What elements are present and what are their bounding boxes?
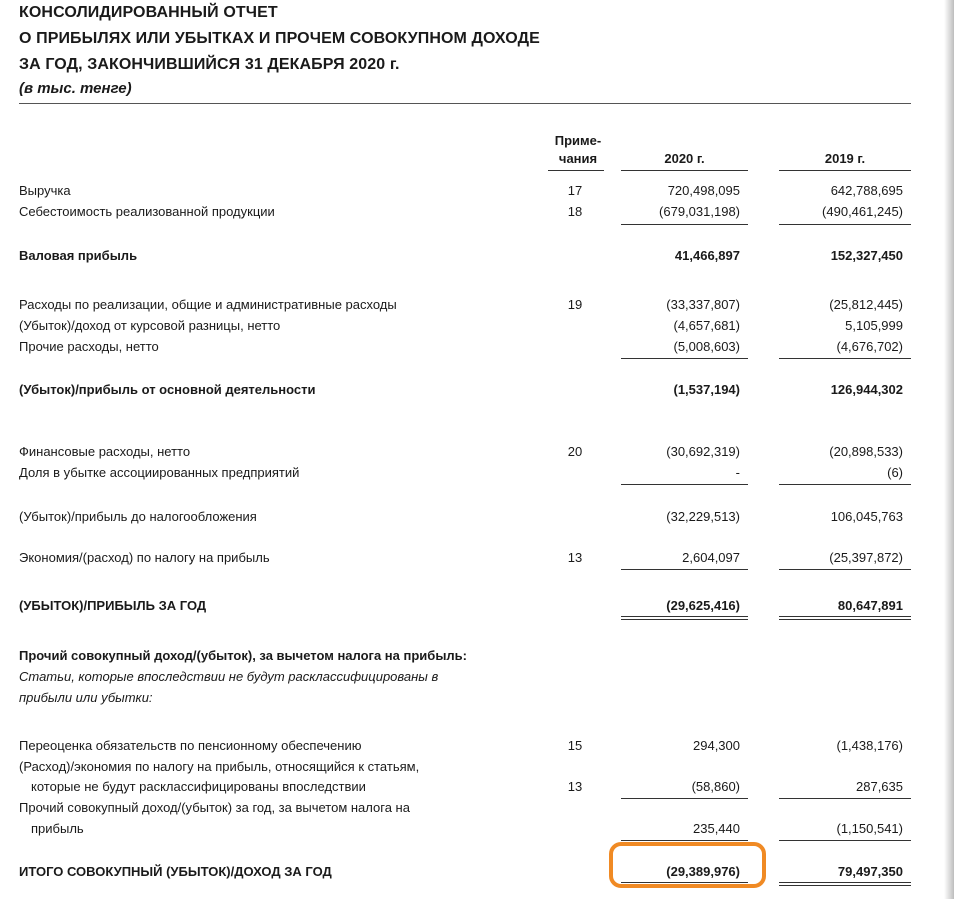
- row-value-2020-oci-total: 235,440: [693, 821, 740, 836]
- row-value-2020-income-tax: 2,604,097: [682, 550, 740, 565]
- oci-subheading-line-1: Статьи, которые впоследствии не будут расклассифицированы в: [19, 669, 439, 684]
- row-value-2020-fx: (4,657,681): [673, 318, 740, 333]
- column-header-2020: 2020 г.: [664, 151, 705, 166]
- row-label-net: (УБЫТОК)/ПРИБЫЛЬ ЗА ГОД: [19, 598, 207, 613]
- highlight-annotation: [609, 842, 766, 888]
- subtotal-rule-2019: [779, 840, 911, 841]
- row-label-cost-of-sales: Себестоимость реализованной продукции: [19, 204, 275, 219]
- subtotal-rule-2019: [779, 224, 911, 225]
- row-note-revenue: 17: [567, 183, 583, 198]
- row-value-2019-selling-admin: (25,812,445): [829, 297, 903, 312]
- row-note-cost-of-sales: 18: [567, 204, 583, 219]
- total-double-rule-2019: [779, 882, 911, 886]
- row-value-2019-fx: 5,105,999: [845, 318, 903, 333]
- row-label-pretax: (Убыток)/прибыль до налогообложения: [19, 509, 257, 524]
- units-note: (в тыс. тенге): [19, 80, 132, 97]
- row-value-2020-revenue: 720,498,095: [667, 183, 740, 198]
- row-value-2020-net: (29,625,416): [666, 598, 740, 613]
- total-double-rule-2019: [779, 616, 911, 620]
- row-note-selling-admin: 19: [567, 297, 583, 312]
- row-label-operating: (Убыток)/прибыль от основной деятельности: [19, 382, 316, 397]
- row-value-2019-net: 80,647,891: [837, 598, 903, 613]
- row-label-tax-oci-line-1: (Расход)/экономия по налогу на прибыль, относящийся к статьям,: [19, 759, 420, 774]
- statement-title-line-2: О ПРИБЫЛЯХ ИЛИ УБЫТКАХ И ПРОЧЕМ СОВОКУПНОМ ДОХОДЕ: [19, 30, 540, 47]
- row-label-gross-profit: Валовая прибыль: [19, 248, 138, 263]
- row-label-oci-total-line-1: Прочий совокупный доход/(убыток) за год, за вычетом налога на: [19, 800, 410, 815]
- row-value-2019-pretax: 106,045,763: [830, 509, 903, 524]
- row-value-2019-total-comprehensive: 79,497,350: [837, 864, 903, 879]
- notes-header-line-1: Приме-: [554, 133, 602, 148]
- subtotal-rule-2020: [621, 840, 748, 841]
- row-label-total-comprehensive: ИТОГО СОВОКУПНЫЙ (УБЫТОК)/ДОХОД ЗА ГОД: [19, 864, 332, 879]
- notes-header-line-2: чания: [558, 151, 598, 166]
- row-value-2020-selling-admin: (33,337,807): [666, 297, 740, 312]
- row-value-2019-associates: (6): [887, 465, 903, 480]
- statement-title-line-1: КОНСОЛИДИРОВАННЫЙ ОТЧЕТ: [19, 4, 278, 21]
- row-value-2020-pretax: (32,229,513): [666, 509, 740, 524]
- row-label-revenue: Выручка: [19, 183, 71, 198]
- row-value-2020-pension: 294,300: [693, 738, 740, 753]
- subtotal-rule-2020: [621, 798, 748, 799]
- row-value-2020-total-comprehensive: (29,389,976): [666, 864, 740, 879]
- row-value-2020-gross-profit: 41,466,897: [674, 248, 740, 263]
- subtotal-rule-2019: [779, 798, 911, 799]
- subtotal-rule-2020: [621, 484, 748, 485]
- subtotal-rule-2019: [779, 484, 911, 485]
- row-label-fx: (Убыток)/доход от курсовой разницы, нетто: [19, 318, 281, 333]
- subtotal-rule-2020: [621, 358, 748, 359]
- row-value-2019-revenue: 642,788,695: [830, 183, 903, 198]
- row-note-tax-oci: 13: [567, 779, 583, 794]
- column-header-2020-rule: [621, 170, 748, 171]
- row-label-pension: Переоценка обязательств по пенсионному обеспечению: [19, 738, 362, 753]
- row-value-2019-gross-profit: 152,327,450: [830, 248, 903, 263]
- row-value-2019-operating: 126,944,302: [830, 382, 903, 397]
- subtotal-rule-2019: [779, 569, 911, 570]
- row-value-2020-other-expenses: (5,008,603): [673, 339, 740, 354]
- row-value-2019-oci-total: (1,150,541): [836, 821, 903, 836]
- total-double-rule-2020: [621, 616, 748, 620]
- column-header-2019-rule: [779, 170, 911, 171]
- row-note-finance-costs: 20: [567, 444, 583, 459]
- header-divider: [19, 103, 911, 104]
- row-value-2020-associates: -: [735, 465, 740, 480]
- row-value-2019-income-tax: (25,397,872): [829, 550, 903, 565]
- row-label-finance-costs: Финансовые расходы, нетто: [19, 444, 191, 459]
- row-label-tax-oci-line-2: которые не будут расклассифицированы впоследствии: [31, 779, 366, 794]
- row-value-2020-operating: (1,537,194): [673, 382, 740, 397]
- row-label-associates: Доля в убытке ассоциированных предприятий: [19, 465, 300, 480]
- row-value-2019-pension: (1,438,176): [836, 738, 903, 753]
- page-edge-shadow: [944, 0, 954, 899]
- row-label-oci-total-line-2: прибыль: [31, 821, 84, 836]
- row-note-income-tax: 13: [567, 550, 583, 565]
- row-value-2019-cost-of-sales: (490,461,245): [822, 204, 903, 219]
- row-value-2019-other-expenses: (4,676,702): [836, 339, 903, 354]
- statement-title-line-3: ЗА ГОД, ЗАКОНЧИВШИЙСЯ 31 ДЕКАБРЯ 2020 г.: [19, 56, 400, 73]
- subtotal-rule-2020: [621, 224, 748, 225]
- row-value-2019-tax-oci: 287,635: [856, 779, 903, 794]
- subtotal-rule-2020: [621, 569, 748, 570]
- row-value-2020-tax-oci: (58,860): [691, 779, 740, 794]
- row-note-pension: 15: [567, 738, 583, 753]
- row-label-income-tax: Экономия/(расход) по налогу на прибыль: [19, 550, 270, 565]
- row-value-2020-cost-of-sales: (679,031,198): [659, 204, 740, 219]
- oci-subheading-line-2: прибыли или убытки:: [19, 690, 153, 705]
- column-header-2019: 2019 г.: [824, 151, 866, 166]
- row-label-selling-admin: Расходы по реализации, общие и административные расходы: [19, 297, 397, 312]
- row-label-other-expenses: Прочие расходы, нетто: [19, 339, 159, 354]
- row-value-2020-finance-costs: (30,692,319): [666, 444, 740, 459]
- notes-header-rule: [548, 170, 604, 171]
- oci-section-heading: Прочий совокупный доход/(убыток), за вычетом налога на прибыль:: [19, 648, 467, 663]
- row-value-2019-finance-costs: (20,898,533): [829, 444, 903, 459]
- subtotal-rule-2019: [779, 358, 911, 359]
